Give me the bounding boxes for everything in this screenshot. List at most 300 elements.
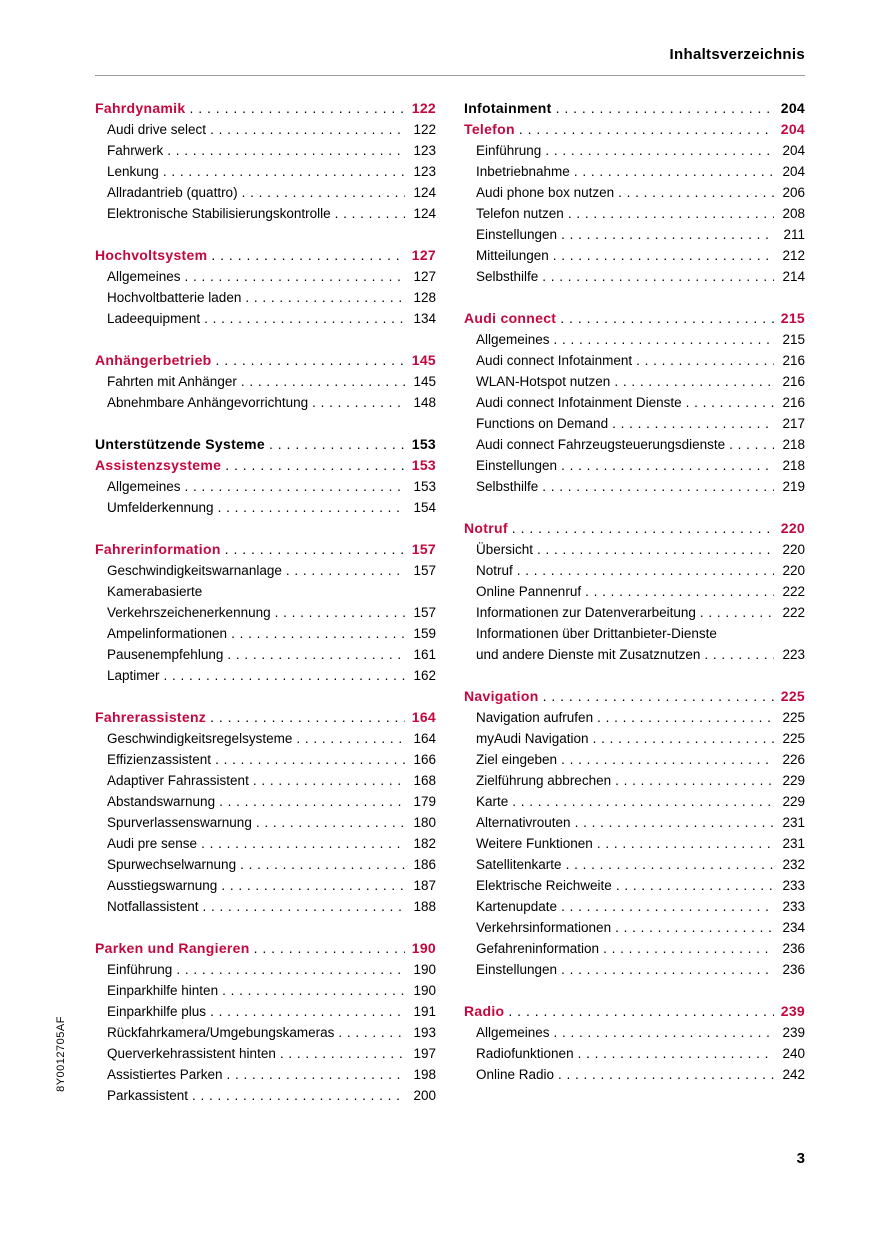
dot-leader [561,896,774,917]
dot-leader [203,896,405,917]
page-header-title: Inhaltsverzeichnis [669,46,805,63]
toc-entry-page: 226 [782,752,805,767]
toc-entry [464,728,805,749]
dot-leader [253,770,405,791]
toc-entry [95,287,436,308]
dot-leader [227,1064,405,1085]
toc-entry-page: 223 [782,647,805,662]
toc-section-heading-title: Fahrerinformation [95,541,221,557]
dot-leader [211,245,405,266]
toc-section [464,98,805,287]
toc-entry-page: 166 [413,752,436,767]
toc-entry-title: Radiofunktionen [476,1046,574,1061]
dot-leader [275,602,405,623]
toc-entry-page: 128 [413,290,436,305]
toc-entry [464,434,805,455]
dot-leader [593,728,774,749]
toc-entry-page: 134 [413,311,436,326]
toc-entry-page: 236 [782,941,805,956]
toc-entry-page: 204 [782,143,805,158]
dot-leader [615,770,774,791]
toc-section-heading-title: Hochvoltsystem [95,247,208,263]
toc-entry [95,371,436,392]
toc-entry-title: Verkehrszeichenerkennung [107,605,271,620]
dot-leader [585,581,774,602]
toc-entry [95,119,436,140]
toc-entry-title: Alternativrouten [476,815,571,830]
toc-entry-title: Einstellungen [476,227,558,242]
toc-entry [464,182,805,203]
toc-entry-page: 193 [413,1025,436,1040]
header-rule [95,75,805,76]
toc-entry-page: 148 [413,395,436,410]
dot-leader [700,602,774,623]
toc-entry [464,350,805,371]
toc-entry-title: Ausstiegswarnung [107,878,218,893]
toc-entry [95,182,436,203]
toc-section-heading-page: 215 [780,310,805,326]
dot-leader [312,392,405,413]
toc-entry-page: 219 [782,479,805,494]
toc-entry [95,140,436,161]
toc-entry-page: 234 [782,920,805,935]
toc-entry-page: 218 [782,458,805,473]
dot-leader [542,266,774,287]
toc-entry-page: 197 [413,1046,436,1061]
dot-leader [704,644,774,665]
toc-entry-page: 190 [413,983,436,998]
toc-entry-page: 182 [413,836,436,851]
toc-entry-title: Mitteilungen [476,248,549,263]
toc-entry [95,665,436,686]
toc-entry-title: Abstandswarnung [107,794,216,809]
toc-entry [464,791,805,812]
toc-section-heading-title: Fahrerassistenz [95,709,207,725]
toc-entry-title: Gefahreninformation [476,941,600,956]
dot-leader [543,686,774,707]
dot-leader [204,308,405,329]
toc-entry-title: Allgemeines [107,269,181,284]
toc-entry-title: Fahrwerk [107,143,164,158]
toc-entry-page: 180 [413,815,436,830]
toc-section-heading-title: Notruf [464,520,508,536]
toc-entry [95,728,436,749]
toc-entry [464,266,805,287]
toc-entry-title: Fahrten mit Anhänger [107,374,237,389]
toc-entry [464,245,805,266]
toc-section-heading [464,119,805,140]
dot-leader [210,119,405,140]
toc-entry-title: Notruf [476,563,513,578]
page-header [95,46,805,75]
toc-entry-page: 222 [782,584,805,599]
dot-leader [163,161,405,182]
toc-entry-title: WLAN-Hotspot nutzen [476,374,611,389]
toc-entry [464,581,805,602]
toc-entry-page: 208 [782,206,805,221]
dot-leader [176,959,405,980]
dot-leader [256,812,405,833]
toc-entry-page: 204 [782,164,805,179]
toc-entry [464,812,805,833]
toc-entry-title: Karte [476,794,509,809]
toc-entry-page: 218 [782,437,805,452]
toc-entry-page: 124 [413,185,436,200]
toc-entry-title: Einparkhilfe hinten [107,983,219,998]
toc-section [95,707,436,917]
toc-entry-page: 188 [413,899,436,914]
toc-entry-title: myAudi Navigation [476,731,589,746]
toc-entry [464,749,805,770]
toc-entry-title: Notfallassistent [107,899,199,914]
dot-leader [225,539,405,560]
toc-entry-page: 225 [782,731,805,746]
toc-section-heading-title: Fahrdynamik [95,100,186,116]
toc-entry-page: 124 [413,206,436,221]
toc-section-heading-title: Navigation [464,688,539,704]
toc-entry [464,959,805,980]
dot-leader [612,413,774,434]
toc-entry [464,896,805,917]
toc-entry-title: Selbsthilfe [476,479,539,494]
toc-entry [95,476,436,497]
toc-entry [95,1022,436,1043]
toc-entry [464,329,805,350]
toc-entry-title: Audi connect Infotainment [476,353,633,368]
toc-section [95,98,436,224]
dot-leader [210,1001,405,1022]
toc-entry [464,161,805,182]
toc-entry-page: 231 [782,836,805,851]
toc-entry-title: Adaptiver Fahrassistent [107,773,249,788]
dot-leader [560,308,774,329]
toc-entry-page: 168 [413,773,436,788]
toc-entry-title: Allradantrieb (quattro) [107,185,238,200]
toc-entry-page: 127 [413,269,436,284]
toc-entry-title: Spurwechselwarnung [107,857,237,872]
dot-leader [519,119,774,140]
toc-entry [464,224,805,245]
toc-section-heading [464,1001,805,1022]
toc-entry-title: Hochvoltbatterie laden [107,290,242,305]
dot-leader [558,1064,774,1085]
toc-section-heading-title: Parken und Rangieren [95,940,250,956]
toc-entry-title: Zielführung abbrechen [476,773,612,788]
dot-leader [215,749,405,770]
toc-entry [95,1064,436,1085]
toc-entry-title: Audi phone box nutzen [476,185,615,200]
toc-entry [95,581,436,602]
dot-leader [286,560,405,581]
toc-section-heading [464,98,805,119]
toc-entry [464,1022,805,1043]
dot-leader [603,938,774,959]
toc-entry-page: 123 [413,143,436,158]
dot-leader [578,1043,774,1064]
dot-leader [192,1085,405,1106]
toc-entry-page: 217 [782,416,805,431]
toc-section-heading-title: Anhängerbetrieb [95,352,212,368]
dot-leader [201,833,405,854]
toc-entry [464,476,805,497]
toc-section-heading-page: 225 [780,688,805,704]
toc-entry [464,707,805,728]
toc-entry-page: 206 [782,185,805,200]
toc-entry-page: 159 [413,626,436,641]
toc-entry [464,770,805,791]
toc-section-heading [95,245,436,266]
toc-entry-title: Online Pannenruf [476,584,582,599]
dot-leader [241,371,405,392]
toc-entry-page: 229 [782,794,805,809]
dot-leader [512,518,774,539]
toc-entry [464,938,805,959]
toc-section-heading-title: Infotainment [464,100,552,116]
toc-entry-title: Elektronische Stabilisierungskontrolle [107,206,331,221]
toc-entry-page: 153 [413,479,436,494]
dot-leader [597,707,774,728]
toc-column [464,98,805,1127]
toc-entry-page: 198 [413,1067,436,1082]
dot-leader [254,938,405,959]
toc-section-heading [464,518,805,539]
toc-entry-title: Allgemeines [476,1025,550,1040]
toc-entry [95,560,436,581]
toc-entry-title: Einführung [107,962,173,977]
toc-section-heading-page: 204 [780,100,805,116]
toc-entry-page: 211 [783,227,805,242]
toc-entry [95,266,436,287]
toc-entry [464,854,805,875]
spine-code: 8Y0012705AF [55,1016,67,1092]
toc-entry-title: Informationen zur Datenverarbeitung [476,605,696,620]
toc-entry-page: 157 [413,563,436,578]
toc-section [95,245,436,329]
dot-leader [561,224,774,245]
toc-section [464,308,805,497]
toc-entry-title: Einparkhilfe plus [107,1004,207,1019]
toc-entry [95,1085,436,1106]
toc-section-heading [95,539,436,560]
dot-leader [240,854,405,875]
toc-entry [95,791,436,812]
toc-entry [95,497,436,518]
toc-entry [464,1064,805,1085]
toc-entry-page: 187 [413,878,436,893]
toc-section-heading [95,455,436,476]
toc-entry-title: Laptimer [107,668,160,683]
dot-leader [618,182,774,203]
toc-entry-title: Online Radio [476,1067,555,1082]
toc-entry-title: Geschwindigkeitswarnanlage [107,563,282,578]
toc-entry [464,833,805,854]
toc-section-heading-page: 239 [780,1003,805,1019]
toc-entry-title: Ampelinformationen [107,626,228,641]
toc-entry [464,917,805,938]
dot-leader [296,728,405,749]
toc-entry-page: 200 [413,1088,436,1103]
toc-entry [464,1043,805,1064]
toc-section-heading-title: Unterstützende Systeme [95,436,265,452]
toc-entry [464,644,805,665]
dot-leader [227,644,405,665]
toc-entry-title: Pausenempfehlung [107,647,224,662]
dot-leader [542,476,774,497]
toc-entry [464,392,805,413]
toc-entry-page: 179 [413,794,436,809]
toc-entry-title: und andere Dienste mit Zusatznutzen [476,647,701,662]
dot-leader [553,245,774,266]
dot-leader [219,791,405,812]
toc-entry-title: Telefon nutzen [476,206,564,221]
toc-entry [95,1043,436,1064]
dot-leader [216,350,405,371]
toc-entry-title: Assistiertes Parken [107,1067,223,1082]
toc-entry [95,875,436,896]
toc-entry [95,1001,436,1022]
toc-entry-page: 233 [782,899,805,914]
toc-section-heading [464,308,805,329]
dot-leader [167,140,405,161]
dot-leader [269,434,405,455]
toc-entry-page: 145 [413,374,436,389]
dot-leader [537,539,774,560]
dot-leader [164,665,405,686]
toc-entry-title: Inbetriebnahme [476,164,570,179]
toc-entry [95,770,436,791]
toc-entry [95,833,436,854]
toc-entry-title: Informationen über Drittanbieter-Dienste [476,626,717,641]
toc-entry [464,560,805,581]
toc-entry-title: Geschwindigkeitsregelsysteme [107,731,293,746]
toc-entry [95,812,436,833]
dot-leader [614,371,774,392]
toc-entry-title: Weitere Funktionen [476,836,593,851]
toc-entry-page: 162 [413,668,436,683]
toc-section [464,1001,805,1085]
toc-entry-page: 231 [782,815,805,830]
toc-entry-page: 164 [413,731,436,746]
toc-entry-title: Querverkehrassistent hinten [107,1046,276,1061]
dot-leader [338,1022,405,1043]
toc-entry-title: Allgemeines [107,479,181,494]
dot-leader [686,392,774,413]
dot-leader [189,98,405,119]
toc-section-heading-page: 127 [411,247,436,263]
toc-entry [95,980,436,1001]
dot-leader [597,833,774,854]
toc-entry-title: Parkassistent [107,1088,189,1103]
toc-section [95,434,436,518]
toc-entry-title: Elektrische Reichweite [476,878,612,893]
dot-leader [517,560,774,581]
toc-entry-page: 229 [782,773,805,788]
toc-section-heading-page: 153 [411,457,436,473]
toc-entry-title: Ziel eingeben [476,752,558,767]
page-number: 3 [796,1150,805,1167]
toc-section-heading-page: 190 [411,940,436,956]
toc-entry-title: Navigation aufrufen [476,710,594,725]
dot-leader [561,749,774,770]
dot-leader [574,161,774,182]
toc-entry [464,623,805,644]
toc-entry-title: Audi connect Infotainment Dienste [476,395,682,410]
toc-entry-page: 225 [782,710,805,725]
toc-section-heading-page: 157 [411,541,436,557]
dot-leader [185,476,405,497]
toc-entry-page: 216 [782,374,805,389]
dot-leader [616,875,774,896]
toc-entry [95,644,436,665]
toc-section [95,938,436,1106]
toc-section [95,539,436,686]
toc-entry-page: 232 [782,857,805,872]
toc-entry-page: 214 [782,269,805,284]
toc-entry-page: 220 [782,542,805,557]
toc-entry-page: 215 [782,332,805,347]
toc-entry-title: Audi pre sense [107,836,198,851]
toc-entry-page: 216 [782,353,805,368]
toc-section [464,686,805,980]
dot-leader [561,959,774,980]
dot-leader [556,98,774,119]
toc-section-heading-title: Assistenzsysteme [95,457,222,473]
dot-leader [225,455,405,476]
dot-leader [636,350,774,371]
dot-leader [231,623,405,644]
toc-entry-page: 233 [782,878,805,893]
dot-leader [729,434,774,455]
toc-section-heading [95,707,436,728]
dot-leader [568,203,774,224]
toc-section-heading-title: Audi connect [464,310,557,326]
toc-entry [95,161,436,182]
toc-entry-title: Einstellungen [476,962,558,977]
toc-entry-page: 157 [413,605,436,620]
toc-entry-page: 190 [413,962,436,977]
toc-entry-title: Abnehmbare Anhängevorrichtung [107,395,309,410]
toc-entry [95,896,436,917]
toc-entry [464,413,805,434]
toc-entry-title: Übersicht [476,542,534,557]
toc-entry [464,140,805,161]
toc-entry-title: Umfelderkennung [107,500,214,515]
toc-entry-title: Audi connect Fahrzeugsteuerungsdienste [476,437,726,452]
toc-entry-page: 242 [782,1067,805,1082]
dot-leader [221,875,405,896]
toc-entry-title: Einführung [476,143,542,158]
dot-leader [185,266,405,287]
dot-leader [561,455,774,476]
toc-entry-page: 191 [413,1004,436,1019]
toc-entry [464,371,805,392]
toc-section-heading-page: 122 [411,100,436,116]
toc-entry-title: Verkehrsinformationen [476,920,612,935]
toc-entry-page: 220 [782,563,805,578]
toc-section-heading-page: 153 [411,436,436,452]
dot-leader [615,917,774,938]
toc-entry-title: Satellitenkarte [476,857,562,872]
toc-entry [95,602,436,623]
toc-entry [464,455,805,476]
dot-leader [554,329,774,350]
toc-entry-title: Rückfahrkamera/Umgebungskameras [107,1025,335,1040]
toc-entry-title: Functions on Demand [476,416,609,431]
toc-section-heading-title: Telefon [464,121,515,137]
toc-section-heading [464,686,805,707]
dot-leader [512,791,774,812]
toc-entry-title: Kartenupdate [476,899,558,914]
